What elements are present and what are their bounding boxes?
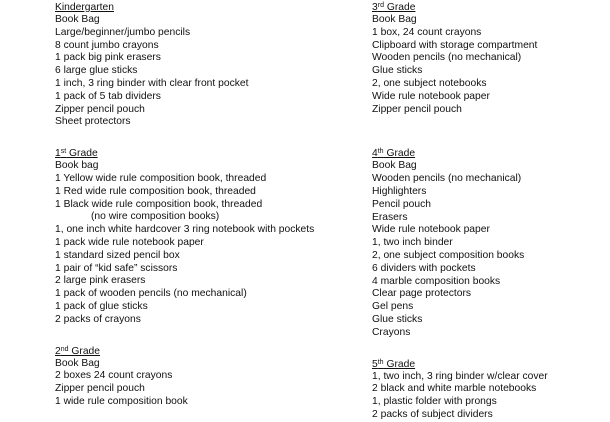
list-item: 1 inch, 3 ring binder with clear front pocket [55, 77, 249, 89]
list-item: 1 pack big pink erasers [55, 52, 161, 64]
list-item: 1 box, 24 count crayons [372, 26, 482, 38]
list-item: Large/beginner/jumbo pencils [55, 26, 191, 38]
heading-number: 4 [372, 148, 378, 160]
list-item: 1 Black wide rule composition book, threaded [55, 198, 263, 210]
heading-text: Grade [66, 148, 98, 160]
list-item: 2 large pink erasers [55, 275, 146, 287]
list-item: Erasers [372, 211, 408, 223]
list-item: Crayons [372, 326, 411, 338]
right-column [372, 2, 607, 422]
list-item: 2, one subject composition books [372, 249, 525, 261]
heading-text: Kindergarten [55, 2, 114, 13]
section-heading [372, 359, 607, 371]
section-heading [372, 2, 607, 14]
section-4th-grade [372, 148, 607, 339]
list-item: 2 packs of subject dividers [372, 408, 493, 420]
list-item: Wooden pencils (no mechanical) [372, 52, 522, 64]
left-column [55, 2, 355, 409]
heading-text: Grade [68, 345, 101, 357]
list-item: Glue sticks [372, 65, 423, 77]
list-item: 1 pack of 5 tab dividers [55, 90, 161, 102]
heading-number: 2 [55, 345, 61, 357]
list-item: 1 pack of wooden pencils (no mechanical) [55, 288, 247, 300]
list-item: 2 boxes 24 count crayons [55, 370, 173, 382]
list-item: Clear page protectors [372, 288, 472, 300]
list-item: 1 wide rule composition book [55, 395, 188, 407]
list-item: Book Bag [372, 160, 417, 172]
list-item: 2, one subject notebooks [372, 77, 487, 89]
heading-ordinal: st [60, 148, 67, 156]
heading-ordinal: th [377, 358, 384, 366]
list-item: Glue sticks [372, 313, 423, 325]
list-item: 6 dividers with pockets [372, 262, 476, 274]
list-item: 2 packs of crayons [55, 313, 141, 325]
list-item: Book Bag [55, 357, 100, 369]
section-3rd-grade [372, 2, 607, 116]
section-1st-grade [55, 148, 355, 326]
list-item: 1, one inch white hardcover 3 ring notebook with pockets [55, 224, 315, 236]
section-kindergarten [55, 2, 355, 129]
list-item: 2 black and white marble notebooks [372, 383, 537, 395]
heading-text: Grade [383, 358, 416, 370]
list-item: 6 large glue sticks [55, 65, 138, 77]
list-item: 1, two inch, 3 ring binder w/clear cover [372, 370, 548, 382]
heading-number: 3 [372, 2, 378, 13]
section-5th-grade [372, 359, 607, 422]
section-heading [55, 346, 355, 358]
list-item: Clipboard with storage compartment [372, 39, 538, 51]
section-heading [372, 148, 607, 160]
list-item: Zipper pencil pouch [372, 103, 462, 115]
section-heading [55, 2, 355, 14]
list-item-note: (no wire composition books) [91, 211, 220, 223]
list-item: Book Bag [372, 14, 417, 25]
list-item: Pencil pouch [372, 198, 431, 210]
heading-text: Grade [383, 2, 416, 13]
list-item: 1, plastic folder with prongs [372, 396, 497, 408]
heading-number: 5 [372, 358, 378, 370]
list-item: Zipper pencil pouch [55, 383, 145, 395]
list-item: 1, two inch binder [372, 237, 453, 249]
list-item: Highlighters [372, 185, 427, 197]
section-2nd-grade [55, 346, 355, 409]
list-item: 1 pack of glue sticks [55, 300, 148, 312]
list-item: 1 Red wide rule composition book, threaded [55, 185, 256, 197]
list-item: 1 Yellow wide rule composition book, threaded [55, 172, 267, 184]
list-item: 1 pack wide rule notebook paper [55, 236, 204, 248]
list-item: Gel pens [372, 301, 414, 313]
list-item: Wide rule notebook paper [372, 224, 490, 236]
heading-text: Grade [383, 148, 416, 160]
list-item: 4 marble composition books [372, 275, 501, 287]
list-item: Wide rule notebook paper [372, 90, 490, 102]
list-item: Book bag [55, 160, 99, 172]
heading-number: 1 [55, 148, 61, 160]
list-item: 8 count jumbo crayons [55, 39, 159, 51]
heading-ordinal: rd [377, 2, 384, 9]
list-item: Zipper pencil pouch [55, 103, 145, 115]
heading-ordinal: th [377, 148, 384, 156]
list-item: 1 standard sized pencil box [55, 249, 180, 261]
section-heading [55, 148, 355, 160]
list-item: Wooden pencils (no mechanical) [372, 173, 522, 185]
list-item: 1 pair of “kid safe” scissors [55, 262, 178, 274]
list-item: Sheet protectors [55, 116, 131, 128]
list-item: Book Bag [55, 14, 100, 25]
heading-ordinal: nd [60, 345, 69, 353]
